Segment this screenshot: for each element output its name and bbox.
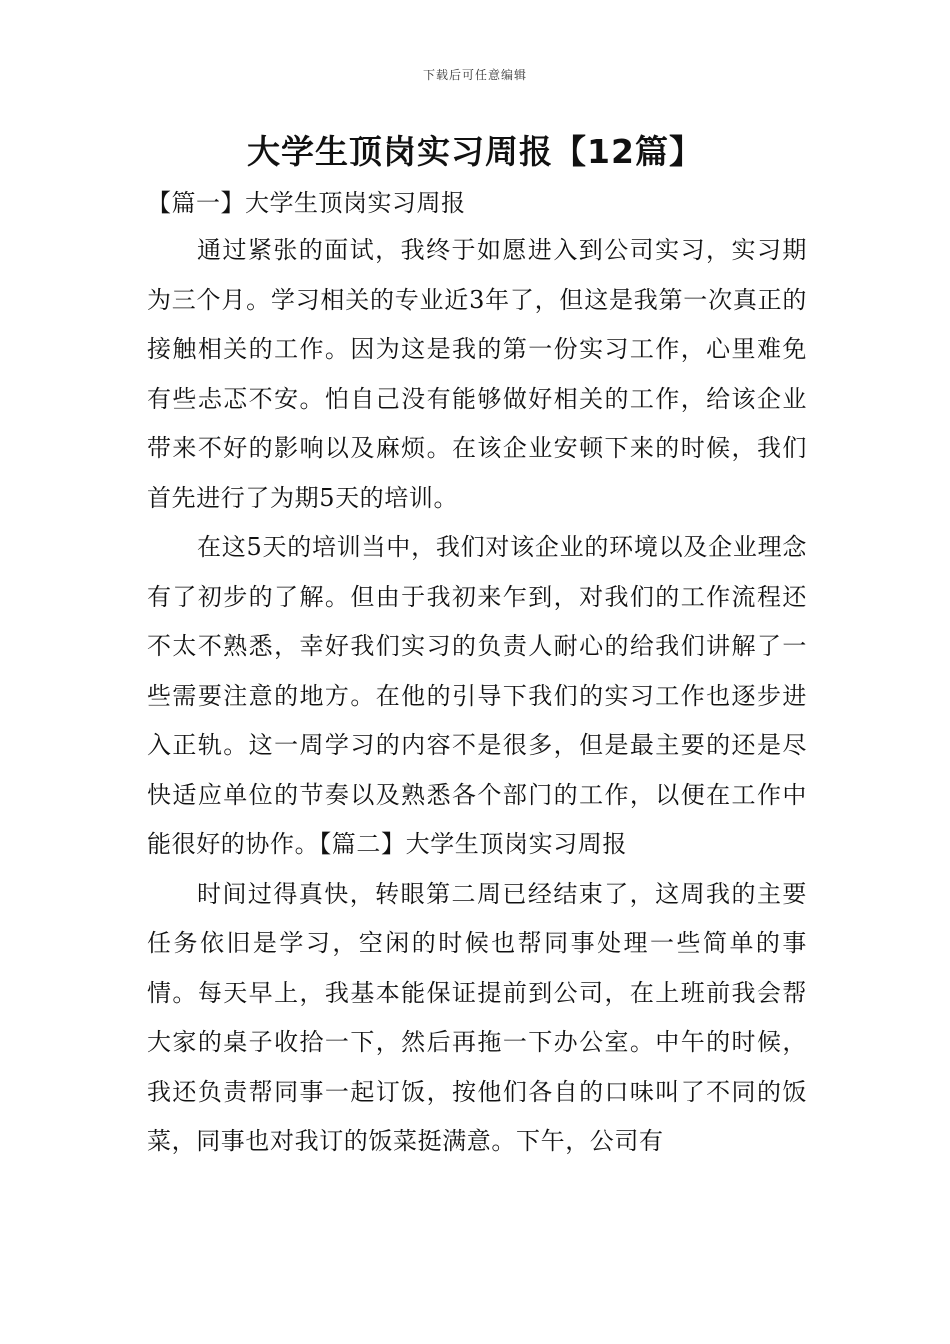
section-heading: 【篇一】大学生顶岗实习周报 <box>147 189 466 217</box>
header-note: 下载后可任意编辑 <box>422 68 527 82</box>
paragraph-3: 时间过得真快，转眼第二周已经结束了，这周我的主要任务依旧是学习，空闲的时候也帮同事处理一些简单的事情。每天早上，我基本能保证提前到公司，在上班前我会帮大家的桌子收拾一下，然后再拖一下办公室。中午的时候，我还负责帮同事一起订饭，按他们各自的口味叫了不同的饭菜，同事也对我订的饭菜挺满意。下午，公司有 <box>147 879 807 1155</box>
paragraph-2: 在这5天的培训当中，我们对该企业的环境以及企业理念有了初步的了解。但由于我初来乍到，对我们的工作流程还不太不熟悉，幸好我们实习的负责人耐心的给我们讲解了一些需要注意的地方。在他的引导下我们的实习工作也逐步进入正轨。这一周学习的内容不是很多，但是最主要的还是尽快适应单位的节奏以及熟悉各个部门的工作，以便在工作中能很好的协作。【篇二】大学生顶岗实习周报 <box>147 533 807 858</box>
document-body <box>147 226 807 1167</box>
document-title: 大学生顶岗实习周报【12篇】 <box>247 132 703 171</box>
paragraph-1: 通过紧张的面试，我终于如愿进入到公司实习，实习期为三个月。学习相关的专业近3年了，但这是我第一次真正的接触相关的工作。因为这是我的第一份实习工作，心里难免有些忐忑不安。怕自己没有能够做好相关的工作，给该企业带来不好的影响以及麻烦。在该企业安顿下来的时候，我们首先进行了为期5天的培训。 <box>147 236 807 512</box>
